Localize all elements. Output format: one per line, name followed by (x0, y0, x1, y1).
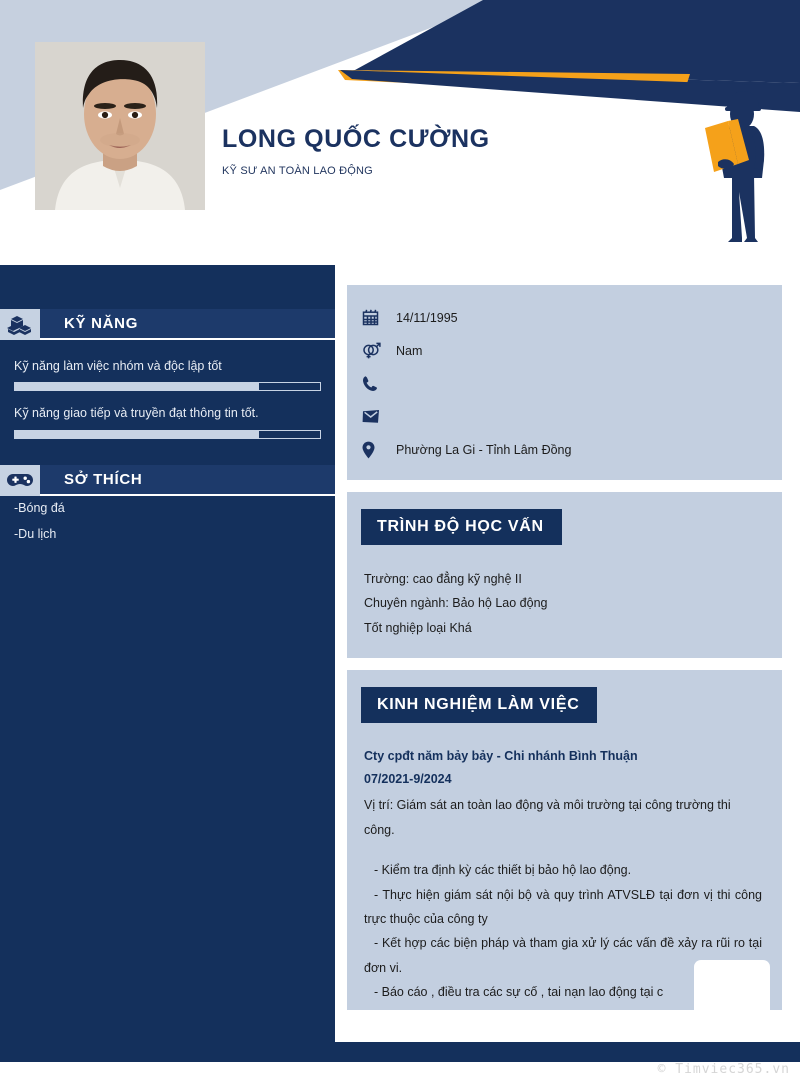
skill-progress-track (14, 382, 321, 391)
experience-title: KINH NGHIỆM LÀM VIỆC (361, 687, 597, 723)
phone-icon (362, 375, 396, 392)
sidebar-section-hobbies-title: SỞ THÍCH (64, 470, 143, 488)
experience-bullet: - Kiểm tra định kỳ các thiết bị bảo hộ lao động. (374, 863, 632, 878)
sidebar-section-skills-bar (40, 309, 335, 340)
experience-bullet: - Kết hợp các biện pháp và tham gia xử lý các vấn đề xảy ra rũi ro tại đơn vi. (364, 936, 762, 975)
sidebar (0, 265, 335, 1040)
portrait-photo (35, 42, 205, 210)
education-line: Tốt nghiệp loại Khá (364, 620, 472, 635)
experience-date: 07/2021-9/2024 (364, 772, 452, 787)
list-item: -Du lịch (14, 527, 57, 542)
contact-value: Phường La Gi - Tỉnh Lâm Đồng (396, 442, 572, 457)
experience-organization: Cty cpđt năm bảy bảy - Chi nhánh Bình Thuận (364, 749, 638, 764)
contact-card (347, 285, 782, 480)
contact-row-email (347, 400, 782, 433)
education-line: Trường: cao đẳng kỹ nghệ II (364, 572, 522, 586)
footer-band-lower (0, 1042, 800, 1062)
worker-with-blueprint-illustration (692, 88, 784, 248)
name-block (222, 126, 662, 177)
job-title: KỸ SƯ AN TOÀN LAO ĐỘNG (222, 164, 373, 177)
skills-list (0, 340, 335, 439)
contact-value: Nam (396, 343, 423, 358)
experience-bullet: - Báo cáo , điều tra các sự cố , tai nạn lao động tại c (374, 985, 664, 999)
skill-progress-track (14, 430, 321, 439)
gamepad-icon (0, 465, 40, 496)
cubes-icon (0, 309, 40, 340)
skill-item (14, 358, 321, 391)
education-body (347, 545, 782, 640)
contact-row-gender (347, 334, 782, 367)
calendar-icon (362, 309, 396, 326)
experience-bullet: - Thực hiện giám sát nội bộ và quy trình ATVSLĐ tại đơn vị thi công trực thuộc của công ty (364, 887, 762, 926)
sidebar-section-hobbies-header (0, 465, 335, 496)
location-pin-icon (362, 441, 396, 459)
main-content (347, 285, 782, 1058)
avatar (35, 42, 205, 210)
footer-notch (335, 1010, 800, 1042)
header (0, 0, 800, 265)
education-title-wrap (347, 509, 782, 545)
contact-row-birthdate (347, 301, 782, 334)
watermark: © Timviec365.vn (657, 1062, 790, 1077)
list-item: -Bóng đá (14, 500, 65, 515)
skill-progress-fill (15, 383, 259, 390)
skill-item (14, 405, 321, 438)
skill-progress-fill (15, 431, 259, 438)
education-line: Chuyên ngành: Bảo hộ Lao động (364, 596, 548, 611)
hobbies-list (0, 496, 335, 543)
experience-position: Vị trí: Giám sát an toàn lao động và môi trường tại công trường thi công. (364, 798, 731, 837)
page-title: LONG QUỐC CƯỜNG (222, 125, 490, 153)
sidebar-section-skills-title: KỸ NĂNG (64, 315, 139, 332)
envelope-icon (362, 409, 396, 424)
skill-label: Kỹ năng làm việc nhóm và độc lập tốt (14, 359, 222, 373)
sidebar-section-skills-header (0, 309, 335, 340)
contact-row-address (347, 433, 782, 466)
experience-title-wrap (347, 687, 782, 723)
education-title: TRÌNH ĐỘ HỌC VẤN (361, 509, 562, 545)
contact-value: 14/11/1995 (396, 310, 458, 325)
contact-row-phone (347, 367, 782, 400)
sidebar-section-hobbies-bar (40, 465, 335, 496)
education-card (347, 492, 782, 658)
skill-label: Kỹ năng giao tiếp và truyền đạt thông tin tốt. (14, 406, 259, 421)
gender-icon (362, 341, 396, 360)
